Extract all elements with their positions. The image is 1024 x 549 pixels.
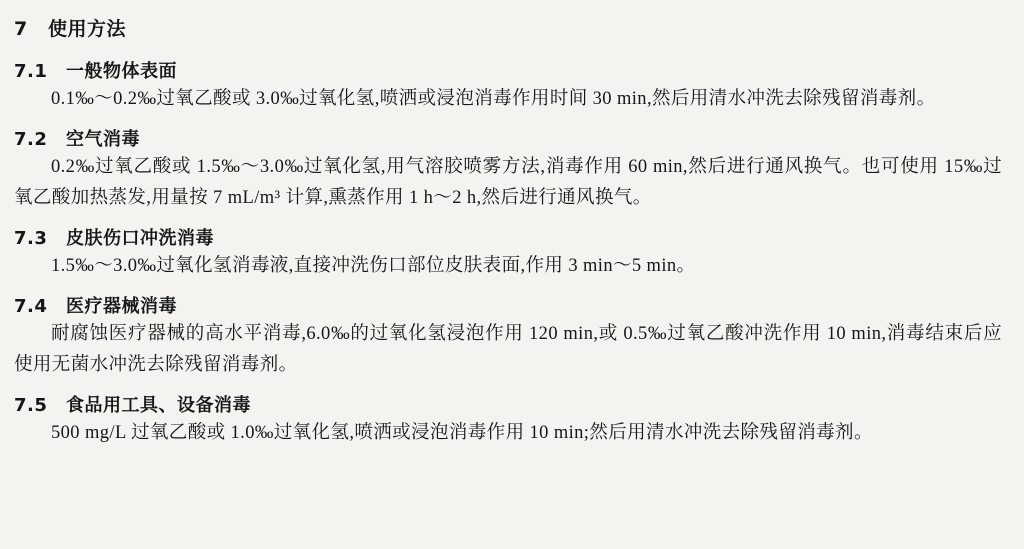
heading-spacer <box>14 43 1002 47</box>
subsection-number: 7.5 <box>14 395 48 416</box>
subsection-title: 皮肤伤口冲洗消毒 <box>66 228 214 249</box>
subsection-number: 7.1 <box>14 61 48 82</box>
subsection-number: 7.4 <box>14 296 48 317</box>
subsection-body-7-5: 500 mg/L 过氧乙酸或 1.0‰过氧化氢,喷洒或浸泡消毒作用 10 min;然后用清水冲洗去除残留消毒剂。 <box>51 423 873 443</box>
subsection-title: 食品用工具、设备消毒 <box>66 395 251 416</box>
subsection-heading-7-1 <box>14 57 1002 83</box>
subsection-body-7-2: 0.2‰过氧乙酸或 1.5‰～3.0‰过氧化氢,用气溶胶喷雾方法,消毒作用 60 min,然后进行通风换气。也可使用 15‰过氧乙酸加热蒸发,用量按 7 mL/m³ 计算,熏蒸作用 1 h～2 h,然后进行通风换气。 <box>14 157 1002 208</box>
subsection-body-7-3: 1.5‰～3.0‰过氧化氢消毒液,直接冲洗伤口部位皮肤表面,作用 3 min～5 min。 <box>51 256 696 276</box>
subsection-heading-7-2 <box>14 125 1002 151</box>
subsection-heading-7-4 <box>14 292 1002 318</box>
subsection-number: 7.3 <box>14 228 48 249</box>
subsection-heading-7-5 <box>14 391 1002 417</box>
subsection-body-7-1: 0.1‰～0.2‰过氧乙酸或 3.0‰过氧化氢,喷洒或浸泡消毒作用时间 30 min,然后用清水冲洗去除残留消毒剂。 <box>51 89 936 109</box>
subsection-heading-7-3 <box>14 224 1002 250</box>
subsection-title: 空气消毒 <box>66 129 140 150</box>
subsection-title: 医疗器械消毒 <box>66 296 177 317</box>
subsection-number: 7.2 <box>14 129 48 150</box>
section-heading-7 <box>14 14 1002 41</box>
subsection-title: 一般物体表面 <box>66 61 177 82</box>
section-title: 使用方法 <box>48 18 127 40</box>
subsection-body-7-4: 耐腐蚀医疗器械的高水平消毒,6.0‰的过氧化氢浸泡作用 120 min,或 0.5‰过氧乙酸冲洗作用 10 min,消毒结束后应使用无菌水冲洗去除残留消毒剂。 <box>14 324 1002 375</box>
section-number: 7 <box>14 18 28 40</box>
